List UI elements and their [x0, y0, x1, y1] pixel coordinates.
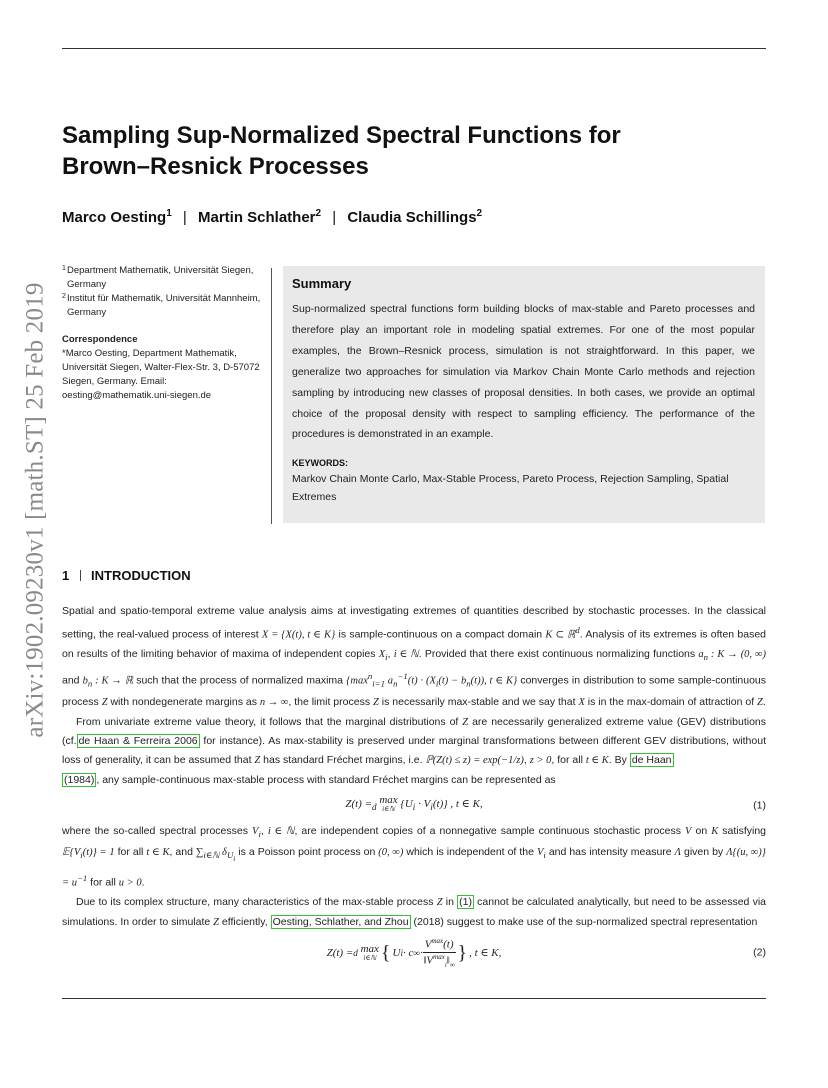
eq-brace: {	[380, 942, 391, 965]
math-run: K ⊂ ℝ	[545, 629, 576, 641]
equation-1	[62, 793, 766, 819]
text-run: . Provided that there exist continuous normalizing functions	[418, 647, 699, 660]
eq-part: U	[392, 947, 401, 960]
math-run: {max	[346, 675, 368, 687]
text-run: is sample-continuous on a compact domain	[335, 628, 546, 641]
arxiv-watermark	[20, 268, 52, 752]
math-run: ∑	[195, 847, 204, 859]
text-run: is necessarily max-stable and we say that	[378, 696, 579, 708]
math-sub: n	[87, 678, 93, 689]
math-sub: i	[80, 850, 83, 861]
text-run: with nondegenerate margins as	[107, 696, 260, 708]
math-run: i ∈ ℕ	[393, 648, 419, 660]
math-sub: i∈ℕ	[203, 850, 220, 861]
math-run: Z	[436, 897, 443, 909]
math-run: δ	[219, 847, 227, 859]
paragraph-2	[62, 713, 766, 790]
header-rule	[62, 48, 766, 49]
math-sub-part: U	[226, 850, 234, 861]
eq-sub: i	[412, 801, 416, 812]
equation-2	[62, 935, 766, 971]
eq-part: · V	[415, 797, 431, 810]
math-run: u > 0	[118, 877, 142, 889]
text-run: converges in distribution to some sample-continuous process	[62, 674, 767, 708]
keywords-text: Markov Chain Monte Carlo, Max-Stable Process, Pareto Process, Rejection Sampling, Spatial Extremes	[292, 473, 729, 504]
citation-link[interactable]: Oesting, Schlather, and Zhou	[272, 915, 409, 928]
author-name: Claudia Schillings	[347, 209, 477, 226]
eq-part: (t)} , t ∈ K,	[432, 797, 483, 810]
math-sub-sub: i	[233, 855, 236, 864]
eq-numerator	[423, 938, 456, 953]
math-run: K	[711, 825, 719, 837]
text-run: .	[762, 696, 766, 708]
affiliation-item	[62, 264, 268, 292]
text-run: given by	[680, 846, 727, 859]
equation-number: (2)	[753, 947, 766, 960]
math-run: Z	[254, 755, 261, 767]
eq-sub: d	[372, 801, 377, 812]
math-run: : K → (0, ∞)	[707, 648, 766, 660]
math-run: Z	[373, 697, 379, 708]
math-run: t ∈ K	[146, 847, 170, 859]
math-run: (t) − b	[438, 675, 467, 687]
text-run: suggest to make use of the sup-normalized spectral representation	[443, 915, 758, 928]
text-run: is in the max-domain of attraction of	[584, 696, 758, 708]
math-run: Z	[757, 697, 763, 708]
text-run: such that the process of normalized maxima	[133, 674, 347, 687]
eq-sub: i	[430, 801, 433, 812]
math-sup: −1	[397, 670, 408, 681]
eq-sub: ∞	[449, 960, 455, 969]
math-sub: i=1	[372, 678, 385, 689]
math-sub: i	[385, 652, 388, 662]
affiliation-text: Institut für Mathematik, Universität Mannheim, Germany	[67, 293, 261, 318]
math-sub: n	[393, 678, 398, 689]
text-run: which is independent of the	[403, 846, 537, 859]
math-run: Λ	[674, 847, 681, 859]
text-run: for all	[87, 876, 119, 889]
author-sup: 1	[166, 208, 172, 219]
math-run: a	[698, 648, 704, 660]
section-bar	[80, 570, 81, 581]
math-run: i ∈ ℕ	[267, 825, 295, 837]
eq-sup: max	[433, 952, 445, 961]
paper-title: Sampling Sup-Normalized Spectral Functions for Brown–Resnick Processes	[62, 122, 621, 180]
correspondence-title: Correspondence	[62, 334, 138, 345]
text-run: , and	[169, 846, 196, 859]
author-sup: 2	[476, 208, 483, 219]
math-run: Z	[213, 916, 219, 928]
math-run: Λ{(u, ∞)} = u	[62, 847, 766, 889]
text-run: and has intensity measure	[545, 846, 675, 859]
math-run: Z	[101, 697, 108, 708]
author-sup: 2	[315, 208, 322, 219]
summary-title: Summary	[292, 276, 352, 291]
eq-sub: i	[444, 960, 447, 969]
author-name: Martin Schlather	[198, 209, 316, 226]
text-run: and	[62, 674, 83, 687]
citation-link[interactable]: (1984)	[64, 773, 95, 786]
text-run: ,	[523, 754, 530, 767]
section-title: INTRODUCTION	[91, 568, 191, 583]
text-run: for all	[114, 846, 147, 859]
author-name: Marco Oesting	[62, 209, 167, 226]
summary-box	[283, 266, 765, 523]
math-run: a	[384, 675, 394, 687]
eq-part: Z(t) =	[326, 947, 354, 960]
text-run: cannot be calculated analytically, but need to be assessed via simulations. In order to simulate	[62, 896, 767, 928]
text-run: is a Poisson point process on	[235, 846, 379, 859]
text-run: on	[691, 824, 712, 837]
arxiv-watermark-text: arXiv:1902.09230v1 [math.ST] 25 Feb 2019	[22, 282, 49, 738]
text-run: where the so-called spectral processes	[62, 824, 253, 837]
section-heading	[62, 568, 191, 583]
eq-denominator	[423, 953, 455, 970]
author-separator: |	[332, 209, 337, 226]
text-run: Due to its complex structure, many characteristics of the max-stable process	[76, 896, 437, 909]
math-run: (t)} = 1	[82, 847, 115, 859]
footer-rule	[62, 998, 766, 999]
summary-text: Sup-normalized spectral functions form building blocks of max-stable and Pareto processes and therefore play an important role in modeling spatial extremes. For one of the most popular examples, the Brown–Resnick process, simulation is not straightforward. In this paper, we generalize two approaches for simulation via Markov Chain Monte Carlo methods and rejection sampling by introducing new classes of proposal densities. In both cases, we provide an optimal choice of the proposal density with respect to sampling efficiency. The performance of the procedures is demonstrated in an example.	[292, 303, 755, 441]
eq-max	[379, 795, 397, 813]
math-run: : K → ℝ	[92, 675, 134, 687]
eq-part: {U	[397, 797, 413, 810]
equation-number: (1)	[753, 799, 766, 812]
math-sub: i	[435, 678, 439, 689]
text-run: , for all	[551, 754, 586, 767]
text-run: . By	[608, 754, 630, 767]
eq-under: i∈ℕ	[363, 954, 377, 963]
eq-part: ‖V	[423, 954, 434, 967]
math-sup: d	[575, 624, 580, 635]
eq-sub: i	[400, 948, 404, 959]
section-number: 1	[62, 568, 70, 583]
eq-part: (t)	[443, 938, 454, 951]
correspondence-text: *Marco Oesting, Department Mathematik, Universität Siegen, Walter-Flex-Str. 3, D-57072 Siegen, Germany. Email: oesting@mathematik.uni-siegen.de	[62, 348, 260, 401]
eq-part: , t ∈ K,	[469, 947, 502, 960]
eq-part: ·	[419, 947, 423, 960]
math-run: X = {X(t), t ∈ K}	[261, 629, 336, 641]
math-run: Z	[462, 716, 469, 728]
equation-expression	[327, 938, 502, 969]
text-run: , the limit process	[288, 696, 373, 708]
math-sub: n	[466, 678, 471, 689]
affiliation-sup: 2	[62, 293, 66, 300]
text-run: , are independent copies of a nonnegative sample continuous stochastic process	[294, 824, 686, 837]
text-run: satisfying	[718, 824, 767, 837]
eq-part: · c	[403, 947, 414, 960]
affiliation-text: Department Mathematik, Universität Siegen, Germany	[67, 265, 254, 290]
math-run: n → ∞	[259, 697, 289, 708]
math-sub: n	[703, 652, 708, 662]
text-run: (2018)	[410, 915, 444, 928]
equation-expression	[345, 795, 482, 817]
eq-under: i∈ℕ	[382, 805, 395, 814]
eq-sub: ∞	[413, 948, 420, 959]
eq-sup: max	[431, 936, 444, 945]
text-run: are necessarily generalized extreme value (GEV) distributions (cf.	[62, 715, 767, 748]
eq-part: max	[379, 794, 398, 807]
math-sub: i	[543, 850, 546, 861]
text-run: From univariate extreme value theory, it follows that the marginal distributions of	[76, 715, 463, 728]
author-list	[62, 208, 482, 226]
citation-link[interactable]: de Haan & Ferreira 2006	[78, 735, 198, 748]
text-run: Spatial and spatio-temporal extreme value analysis aims at investigating extremes of quantities described by stochastic processes. In the classical setting, the real-valued process of interest	[62, 605, 766, 641]
paragraph-1	[62, 602, 766, 713]
paragraph-4	[62, 893, 766, 932]
text-run: , any sample-continuous max-stable process with standard Fréchet margins can be represented as	[96, 773, 556, 786]
citation-link[interactable]: de Haan	[631, 754, 672, 767]
body-text	[62, 602, 766, 974]
math-run: V	[685, 825, 692, 837]
text-run: ,	[260, 824, 268, 837]
text-run: ,	[387, 647, 394, 660]
eq-part: Z(t) =	[345, 797, 373, 810]
affiliation-sup: 1	[62, 265, 66, 272]
eq-max	[361, 944, 379, 962]
math-run: X	[578, 697, 585, 708]
text-run: for instance). As max-stability is preserved under marginal transformations between different GEV distributions, without loss of generality, it can be assumed that	[62, 735, 766, 767]
equation-link[interactable]: (1)	[459, 896, 472, 909]
math-run: ℙ(Z(t) ≤ z) = exp(−1/z)	[425, 755, 524, 767]
math-sub: i	[258, 828, 261, 839]
math-run: (t)), t ∈ K}	[470, 675, 518, 687]
eq-part: V	[424, 938, 432, 951]
affiliation-item	[62, 292, 268, 320]
text-run: efficiently,	[219, 915, 271, 928]
math-run: t ∈ K	[585, 755, 609, 767]
text-run: .	[141, 876, 145, 889]
math-run: V	[536, 847, 544, 859]
text-run: in	[442, 896, 458, 909]
eq-brace: }	[457, 942, 468, 965]
math-run: b	[82, 675, 88, 687]
math-run: z > 0	[529, 755, 552, 767]
keywords-title: KEYWORDS:	[292, 458, 348, 469]
math-sup: n	[367, 670, 373, 681]
math-run: (0, ∞)	[378, 847, 404, 859]
math-sup: −1	[76, 872, 88, 883]
text-run: has standard Fréchet margins, i.e.	[260, 754, 426, 767]
eq-fraction	[423, 938, 456, 969]
math-run: V	[252, 825, 259, 837]
column-divider	[271, 268, 272, 524]
eq-sub: d	[353, 948, 358, 959]
math-run: 𝔼{V	[62, 847, 81, 859]
paragraph-3	[62, 822, 766, 894]
affiliations-column	[62, 264, 268, 403]
math-run: (t) · (X	[407, 675, 436, 687]
eq-part: ‖	[446, 954, 450, 967]
math-run: X	[378, 648, 386, 660]
eq-part: max	[360, 943, 379, 956]
text-run: . Analysis of its extremes is often based on results of the limiting behavior of maxima of independent copies	[62, 628, 766, 660]
author-separator: |	[182, 209, 187, 226]
